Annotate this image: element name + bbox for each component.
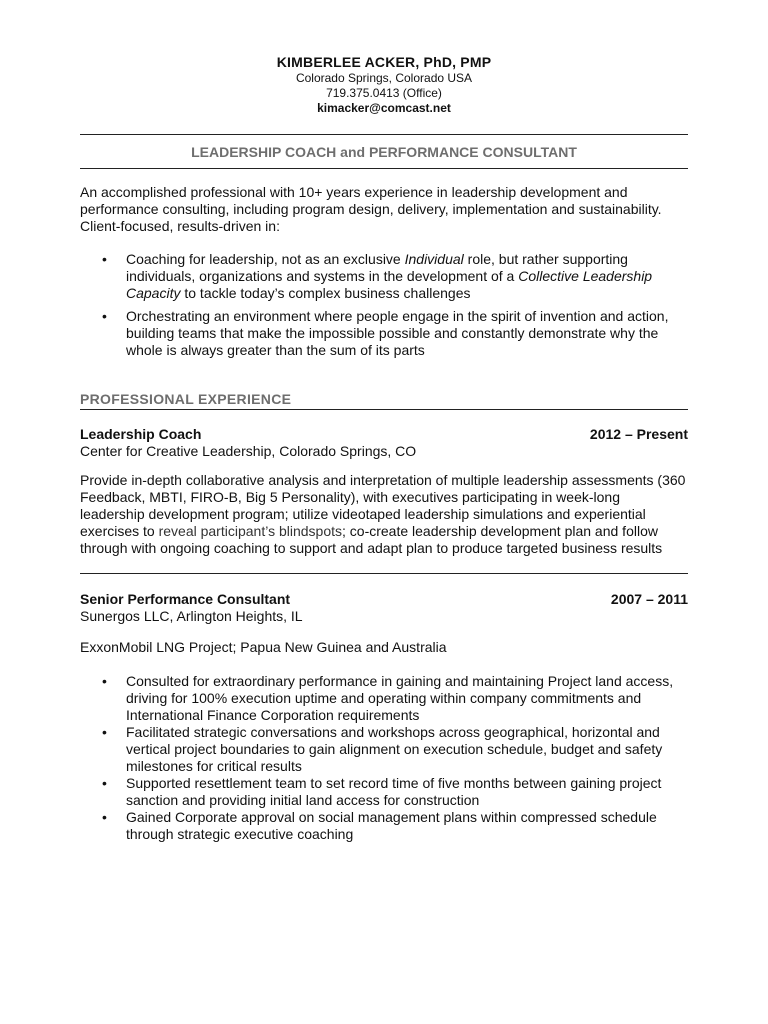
contact-header bbox=[0, 54, 768, 116]
job-bullet: • Consulted for extraordinary performance in gaining and maintaining Project land access, driving for 100% execution uptime and operating within company commitments and International Finance Corporation requirements bbox=[80, 673, 688, 724]
summary-intro: An accomplished professional with 10+ years experience in leadership development and performance consulting, including program design, delivery, implementation and sustainability. Client-focused, results-driven in: bbox=[80, 184, 662, 234]
job-dates: 2007 – 2011 bbox=[610, 591, 688, 607]
job-bullet: • Gained Corporate approval on social management plans within compressed schedule through strategic executive coaching bbox=[80, 809, 688, 843]
section-divider bbox=[80, 409, 688, 410]
location: Colorado Springs, Colorado USA bbox=[295, 71, 473, 85]
job-title: Senior Performance Consultant bbox=[80, 591, 291, 607]
summary-bullets bbox=[80, 251, 688, 359]
job-header bbox=[80, 591, 688, 608]
section-title-experience: PROFESSIONAL EXPERIENCE bbox=[80, 391, 292, 407]
summary-bullet-text: to tackle today’s complex business challenges bbox=[180, 285, 471, 301]
summary-bullet bbox=[80, 251, 688, 302]
phone-number: 719.375.0413 (Office) bbox=[326, 86, 442, 100]
summary-bullet-text: Coaching for leadership, not as an exclusive bbox=[126, 251, 405, 267]
summary-bullet-emphasis: Collective Leadership Capacity bbox=[126, 268, 653, 301]
job-bullets bbox=[80, 673, 688, 843]
job-bullet: • Facilitated strategic conversations and workshops across geographical, horizontal and vertical project boundaries to gain alignment on execution schedule, budget and safety milestones for critical results bbox=[80, 724, 688, 775]
candidate-name: KIMBERLEE ACKER, PhD, PMP bbox=[276, 54, 492, 70]
job-organization: Center for Creative Leadership, Colorado Springs, CO bbox=[80, 443, 417, 459]
header-divider-top bbox=[80, 134, 688, 135]
job-divider bbox=[80, 573, 688, 574]
summary-bullet: • Orchestrating an environment where people engage in the spirit of invention and action, building teams that make the impossible possible and constantly demonstrate why the whole is always greater than the sum of its parts bbox=[80, 308, 688, 359]
job-project: ExxonMobil LNG Project; Papua New Guinea and Australia bbox=[80, 639, 447, 655]
job-description bbox=[80, 472, 688, 557]
job-header bbox=[80, 426, 688, 443]
summary-bullet-emphasis: Individual bbox=[404, 251, 464, 267]
job-description-text: ; co-create leadership development plan and follow through with ongoing coaching to support and adapt plan to produce targeted business results bbox=[80, 523, 663, 556]
job-title: Leadership Coach bbox=[80, 426, 202, 442]
email-address: kimacker@comcast.net bbox=[317, 101, 451, 115]
header-divider-bottom bbox=[80, 168, 688, 169]
job-organization: Sunergos LLC, Arlington Heights, IL bbox=[80, 608, 303, 624]
job-description-text: Provide in-depth collaborative analysis and interpretation of multiple leadership assessments (360 Feedback, MBTI, FIRO-B, Big 5 Personality), with executives participating in week-long leadership development program; utilize videotaped leadership simulations and experiential exercises to bbox=[80, 472, 686, 539]
job-dates: 2012 – Present bbox=[589, 426, 688, 442]
summary-bullet-text: role, but rather supporting individuals, organizations and systems in the development of a bbox=[126, 251, 628, 284]
job-description-text: reveal participant’s blindspots bbox=[158, 523, 342, 539]
job-bullet: • Supported resettlement team to set record time of five months between gaining project sanction and providing initial land access for construction bbox=[80, 775, 688, 809]
headline-banner: LEADERSHIP COACH and PERFORMANCE CONSULTANT bbox=[191, 144, 577, 160]
